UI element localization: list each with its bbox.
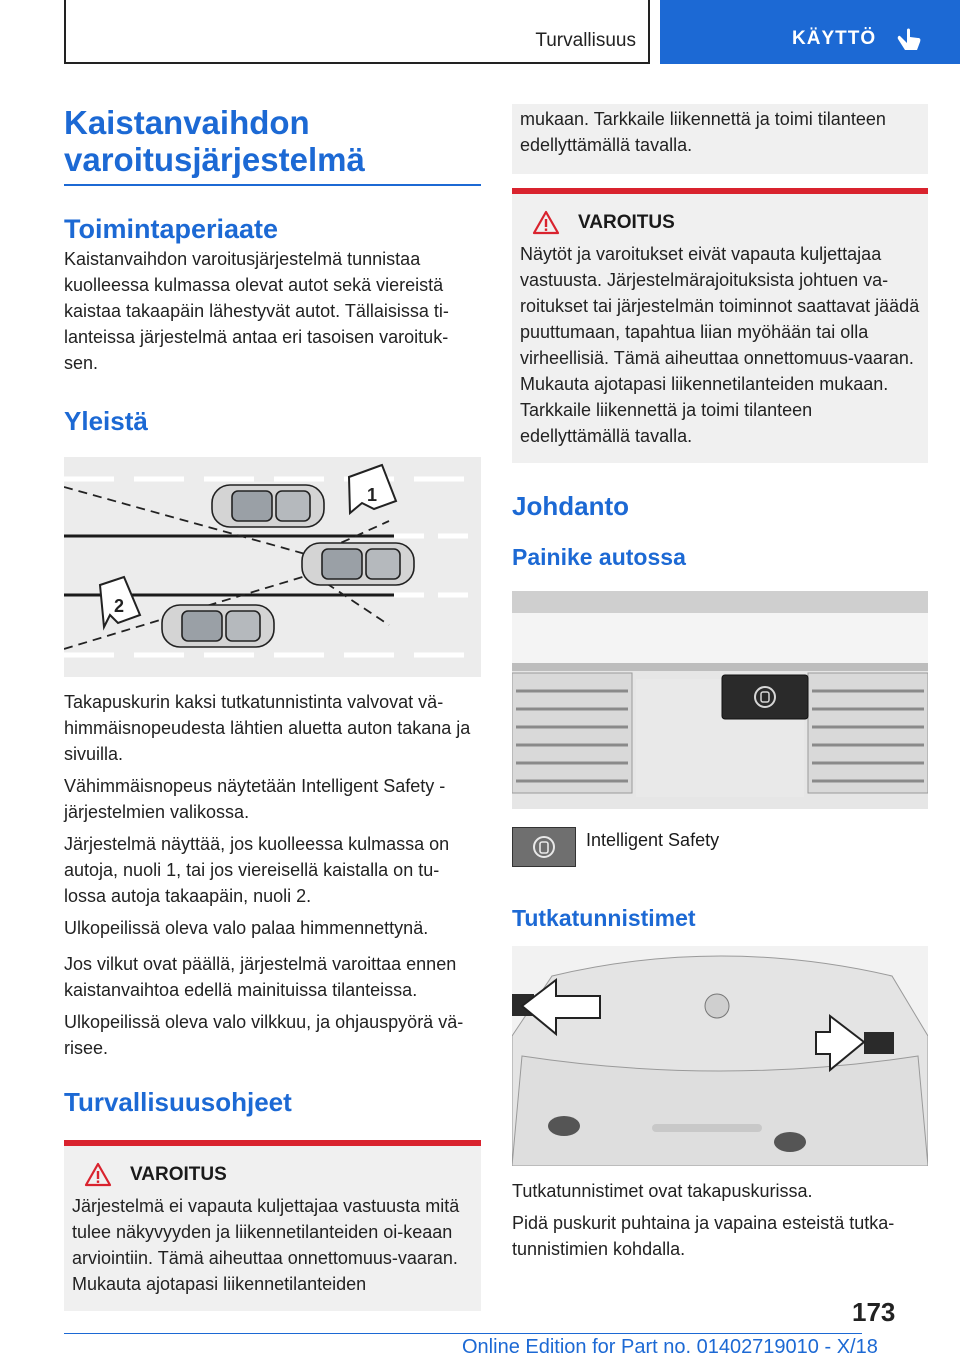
page-title-line1: Kaistanvaihdon — [64, 104, 310, 141]
figure-lane-diagram — [64, 457, 481, 677]
footer-edition-text: Online Edition for Part no. 01402719010 - X/18 — [462, 1336, 878, 1358]
warning-triangle-icon — [532, 210, 560, 235]
figure-radar-sensors — [512, 946, 928, 1166]
heading-tutkatunnistimet: Tutkatunnistimet — [512, 905, 696, 931]
warning-title-left — [84, 1162, 473, 1187]
button-legend-row — [512, 827, 928, 867]
paragraph-tutka-2: Pidä puskurit puhtaina ja vapaina esteistä tutka-tunnistimien kohdalla. — [512, 1213, 895, 1259]
right-column — [512, 104, 928, 1262]
page-number: 173 — [852, 1297, 896, 1327]
paragraph-5: Jos vilkut ovat päällä, järjestelmä varoittaa ennen kaistanvaihtoa edellä mainituissa tilanteissa. — [64, 954, 457, 1000]
paragraph-toimintaperiaate: Kaistanvaihdon varoitusjärjestelmä tunnistaa kuolleessa kulmassa olevat autot sekä viereistä kaistaa takaapäin lähestyvät autot. Tällaisissa ti-lanteissa järjestelmä antaa eri tasoisen varoituk-sen. — [64, 249, 449, 373]
warning-text-right: Näytöt ja varoitukset eivät vapauta kuljettajaa vastuusta. Järjestelmärajoituksista johtuen va-roitukset tai järjestelmän toiminnot saattavat jäädä puuttumaan, tapahtua liian myöhään tai olla virheellisiä. Tämä aiheuttaa onnettomuus-vaaran. Mukauta ajotapasi liikennetilanteiden mukaan. Tarkkaile liikennettä ja toimi tilanteen edellyttämällä tavalla. — [520, 244, 920, 446]
warning-title-text: VAROITUS — [578, 211, 675, 233]
header-chapter-label: KÄYTTÖ — [792, 28, 877, 49]
page-title-line2: varoitusjärjestelmä — [64, 141, 365, 178]
warning-triangle-icon — [84, 1162, 112, 1187]
paragraph-1: Takapuskurin kaksi tutkatunnistinta valvovat vä-himmäisnopeudesta lähtien aluetta auton takana ja sivuilla. — [64, 692, 471, 764]
header-chapter-tab[interactable] — [660, 0, 960, 64]
warning-title-text: VAROITUS — [130, 1163, 227, 1185]
header-section-title: Turvallisuus — [535, 30, 636, 51]
intelligent-safety-button[interactable] — [512, 827, 576, 867]
paragraph-4: Ulkopeilissä oleva valo palaa himmennettynä. — [64, 918, 429, 938]
hand-pointer-icon — [896, 24, 922, 52]
dashboard-vents-illustration — [512, 591, 928, 809]
heading-toimintaperiaate: Toimintaperiaate — [64, 214, 279, 244]
heading-painike-autossa: Painike autossa — [512, 544, 686, 570]
intelligent-safety-icon — [531, 834, 557, 860]
warning-box-left — [64, 1140, 481, 1311]
paragraph-3: Järjestelmä näyttää, jos kuolleessa kulmassa on autoja, nuoli 1, tai jos viereisellä kaistalla on tu-lossa autoja takaapäin, nuoli 2. — [64, 834, 450, 906]
arrow-1-label: 1 — [367, 485, 378, 505]
footer-divider — [64, 1333, 862, 1334]
paragraph-2: Vähimmäisnopeus näytetään Intelligent Safety -järjestelmien valikossa. — [64, 776, 446, 822]
figure-button-in-car — [512, 591, 928, 809]
lane-change-diagram — [64, 457, 481, 677]
warning-text-left: Järjestelmä ei vapauta kuljettajaa vastuusta mitä tulee näkyvyyden ja liikennetilanteiden oi-keaan arviointiin. Tämä aiheuttaa onnettomuus-vaaran. Mukauta ajotapasi liikennetilanteiden — [72, 1196, 460, 1294]
header-section-box — [64, 0, 650, 64]
warning-continuation-text: mukaan. Tarkkaile liikennettä ja toimi tilanteen edellyttämällä tavalla. — [520, 109, 886, 155]
intelligent-safety-label: Intelligent Safety — [586, 830, 720, 850]
car-rear-bumper-illustration — [512, 946, 928, 1166]
heading-turvallisuusohjeet: Turvallisuusohjeet — [64, 1087, 292, 1117]
page-title — [64, 104, 481, 186]
heading-johdanto: Johdanto — [512, 491, 629, 521]
paragraph-6: Ulkopeilissä oleva valo vilkkuu, ja ohjauspyörä vä-risee. — [64, 1012, 464, 1058]
heading-yleista: Yleistä — [64, 406, 148, 436]
warning-title-right — [532, 210, 920, 235]
warning-box-right — [512, 188, 928, 463]
arrow-2-label: 2 — [114, 596, 125, 616]
left-column — [64, 104, 481, 1311]
warning-continuation-box — [512, 104, 928, 174]
paragraph-tutka-1: Tutkatunnistimet ovat takapuskurissa. — [512, 1181, 813, 1201]
